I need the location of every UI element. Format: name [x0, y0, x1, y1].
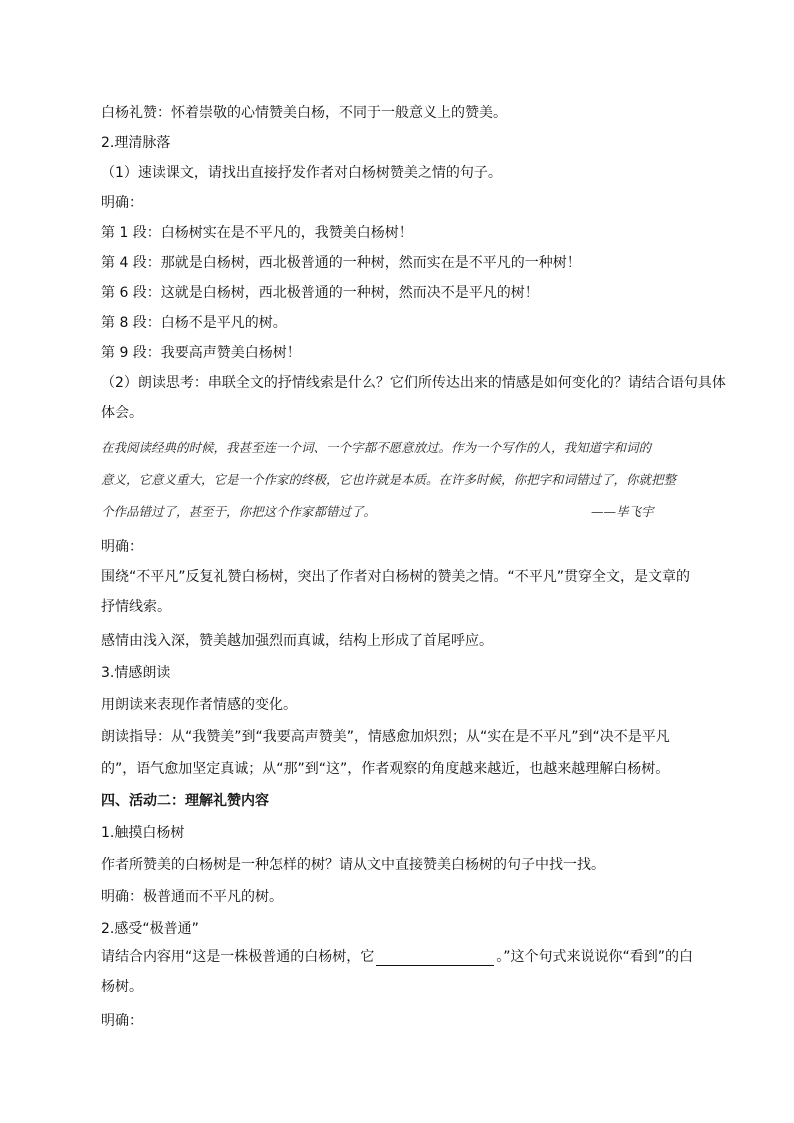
fill-in-question-cont: 杨树。 [101, 979, 143, 995]
quote-line: 意义，它意义重大，它是一个作家的终极，它也许就是本质。在许多时候，你把字和词错过了，你就把整 [101, 472, 677, 487]
question-text: （2）朗读思考：串联全文的抒情线索是什么？它们所传达出来的情感是如何变化的？请结合语句具体 [101, 375, 726, 391]
text-line: 第 4 段：那就是白杨树，西北极普通的一种树，然而实在是不平凡的一种树！ [101, 255, 581, 271]
text-line: 第 1 段：白杨树实在是不平凡的，我赞美白杨树！ [101, 225, 413, 241]
section-heading: 1.触摸白杨树 [101, 825, 185, 841]
text-line: 用朗读来表现作者情感的变化。 [101, 697, 297, 713]
answer-label: 明确： [101, 539, 143, 555]
text-line: 第 9 段：我要高声赞美白杨树！ [101, 345, 301, 361]
answer-label: 明确： [101, 1013, 143, 1029]
fill-in-suffix: 。”这个句式来说说你“看到”的白 [496, 949, 694, 965]
fill-in-blank[interactable] [376, 951, 494, 966]
quote-author: ——毕飞宇 [591, 504, 654, 519]
quote-line: 在我阅读经典的时候，我甚至连一个词、一个字都不愿意放过。作为一个写作的人，我知道字和词的 [101, 440, 652, 455]
question-text: 体会。 [101, 405, 143, 421]
text-line: 抒情线索。 [101, 599, 171, 615]
quote-line: 个作品错过了，甚至于，你把这个作家都错过了。 [101, 504, 377, 519]
text-line: 朗读指导：从“我赞美”到“我要高声赞美”，情感愈加炽烈；从“实在是不平凡”到“决不是平凡 [101, 729, 670, 745]
section-heading: 2.感受“极普通” [101, 921, 199, 937]
text-line: 白杨礼赞：怀着崇敬的心情赞美白杨，不同于一般意义上的赞美。 [101, 105, 507, 121]
question-text: （1）速读课文，请找出直接抒发作者对白杨树赞美之情的句子。 [101, 165, 502, 181]
section-heading: 2.理清脉落 [101, 135, 171, 151]
fill-in-prefix: 请结合内容用“这是一株极普通的白杨树，它 [101, 949, 375, 965]
text-line: 的”，语气愈加坚定真诚；从“那”到“这”，作者观察的角度越来越近，也越来越理解白杨树。 [101, 761, 670, 777]
text-line: 第 6 段：这就是白杨树，西北极普通的一种树，然而决不是平凡的树！ [101, 285, 539, 301]
activity-heading: 四、活动二：理解礼赞内容 [101, 793, 269, 809]
answer-label: 明确： [101, 195, 143, 211]
text-line: 第 8 段：白杨不是平凡的树。 [101, 315, 287, 331]
question-text: 作者所赞美的白杨树是一种怎样的树？请从文中直接赞美白杨树的句子中找一找。 [101, 857, 605, 873]
text-line: 感情由浅入深，赞美越加强烈而真诚，结构上形成了首尾呼应。 [101, 633, 493, 649]
section-heading: 3.情感朗读 [101, 665, 171, 681]
fill-in-question [101, 948, 693, 966]
answer-text: 明确：极普通而不平凡的树。 [101, 889, 283, 905]
text-line: 围绕“不平凡”反复礼赞白杨树，突出了作者对白杨树的赞美之情。“不平凡”贯穿全文，是文章的 [101, 569, 691, 585]
